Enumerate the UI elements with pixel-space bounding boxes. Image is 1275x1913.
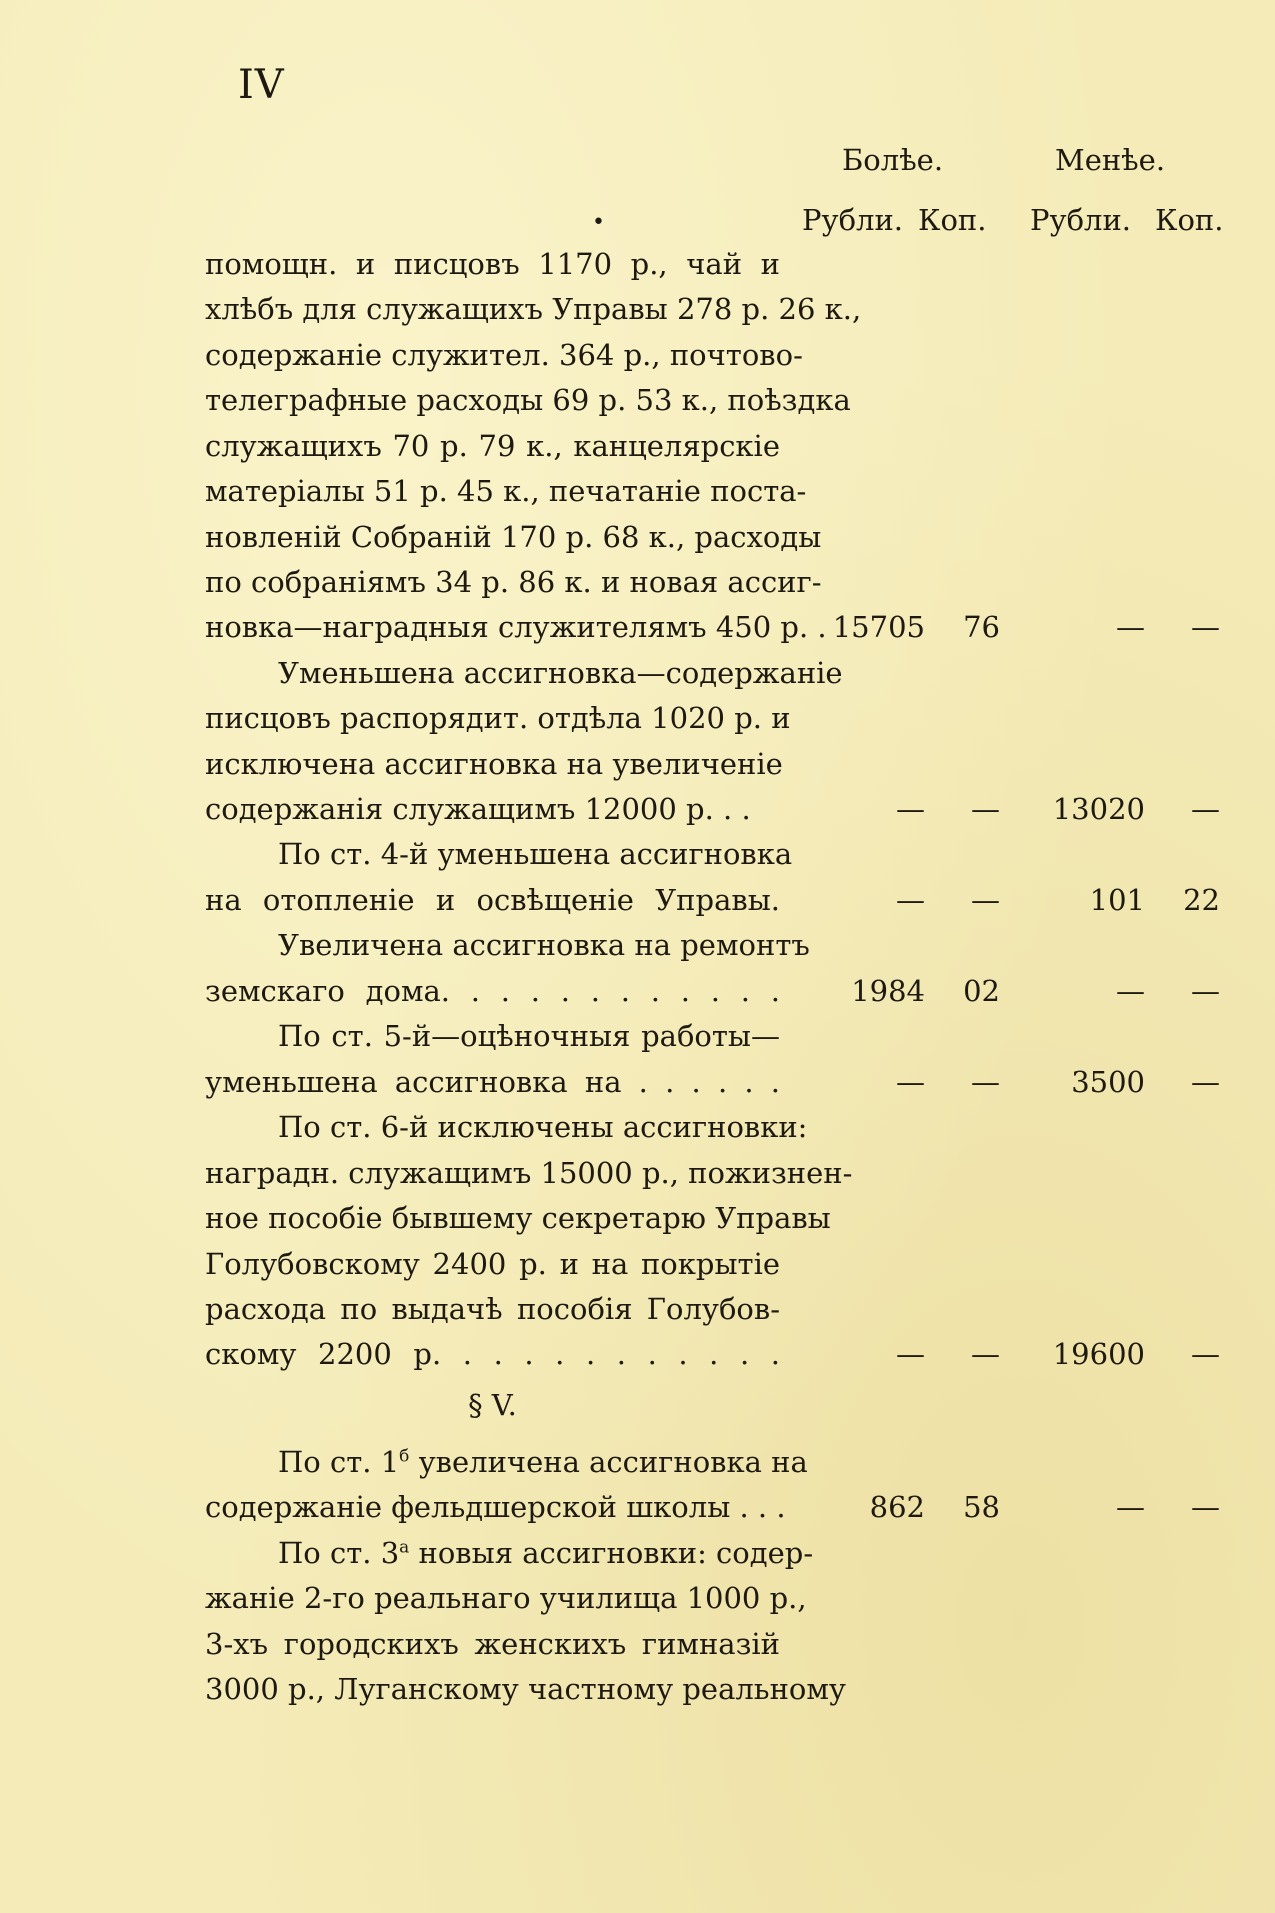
- amount-more-kopecks: 58: [963, 1490, 1000, 1524]
- amount-less-rubles: 19600: [1052, 1337, 1145, 1371]
- text-line: жаніе 2-го реальнаго училища 1000 р.,: [205, 1581, 807, 1615]
- amount-more-rubles: 1984: [851, 974, 925, 1008]
- amount-more-kopecks: 02: [963, 974, 1000, 1008]
- text-line: исключена ассигновка на увеличеніе: [205, 747, 783, 781]
- text-line: Голубовскому 2400 р. и на покрытіе: [205, 1247, 780, 1281]
- amount-more-kopecks: —: [971, 1337, 1000, 1371]
- text-line: ное пособіе бывшему секретарю Управы: [205, 1201, 831, 1235]
- amount-more-rubles: —: [896, 792, 925, 826]
- text-line: уменьшена ассигновка на . . . . . .: [205, 1065, 780, 1099]
- text-line: служащихъ 70 р. 79 к., канцелярскіе: [205, 429, 780, 463]
- text-line: По ст. 6-й исключены ассигновки:: [278, 1110, 808, 1144]
- text-line: на отопленіе и освѣщеніе Управы.: [205, 883, 780, 917]
- amount-less-kopecks: —: [1191, 610, 1220, 644]
- amount-more-kopecks: —: [971, 883, 1000, 917]
- amount-less-kopecks: —: [1191, 792, 1220, 826]
- amount-more-rubles: —: [896, 883, 925, 917]
- text-line: содержанія служащимъ 12000 р. . .: [205, 792, 751, 826]
- text-line: расхода по выдачѣ пособія Голубов-: [205, 1292, 780, 1326]
- header-kopecks-more: Коп.: [918, 203, 987, 237]
- amount-more-kopecks: —: [971, 1065, 1000, 1099]
- text-line: телеграфные расходы 69 р. 53 к., поѣздка: [205, 383, 851, 417]
- text-line: Уменьшена ассигновка—содержаніе: [278, 656, 843, 690]
- header-more: Болѣе.: [842, 143, 944, 177]
- amount-less-rubles: —: [1116, 610, 1145, 644]
- text-line: хлѣбъ для служащихъ Управы 278 р. 26 к.,: [205, 292, 862, 326]
- text-line: новка—наградныя служителямъ 450 р. .: [205, 610, 827, 644]
- amount-more-rubles: 15705: [832, 610, 925, 644]
- text-line: По ст. 4-й уменьшена ассигновка: [278, 837, 793, 871]
- superscript: а: [399, 1537, 410, 1558]
- text-fragment: увеличена ассигновка на: [409, 1445, 808, 1479]
- text-line: земскаго дома. . . . . . . . . . . .: [205, 974, 780, 1008]
- amount-more-rubles: —: [896, 1337, 925, 1371]
- header-rubles-less: Рубли.: [1030, 203, 1132, 237]
- section-heading: § V.: [468, 1388, 517, 1422]
- amount-less-rubles: —: [1116, 974, 1145, 1008]
- text-line: помощн. и писцовъ 1170 р., чай и: [205, 247, 780, 281]
- amount-less-kopecks: —: [1191, 974, 1220, 1008]
- amount-less-kopecks: —: [1191, 1065, 1220, 1099]
- text-line: новленій Собраній 170 р. 68 к., расходы: [205, 520, 822, 554]
- amount-less-rubles: 3500: [1071, 1065, 1145, 1099]
- header-kopecks-less: Коп.: [1155, 203, 1224, 237]
- text-fragment: По ст. 3: [278, 1536, 400, 1570]
- text-line: По ст. 5-й—оцѣночныя работы—: [278, 1019, 780, 1053]
- text-line: 3-хъ городскихъ женскихъ гимназій: [205, 1627, 780, 1661]
- text-line: содержаніе служител. 364 р., почтово-: [205, 338, 803, 372]
- text-line: писцовъ распорядит. отдѣла 1020 р. и: [205, 701, 791, 735]
- amount-less-kopecks: —: [1191, 1490, 1220, 1524]
- text-fragment: По ст. 1: [278, 1445, 400, 1479]
- amount-less-rubles: —: [1116, 1490, 1145, 1524]
- amount-less-rubles: 101: [1089, 883, 1145, 917]
- text-line: наградн. служащимъ 15000 р., пожизнен-: [205, 1156, 853, 1190]
- amount-more-rubles: —: [896, 1065, 925, 1099]
- amount-more-kopecks: 76: [963, 610, 1000, 644]
- amount-more-rubles: 862: [869, 1490, 925, 1524]
- text-line: по собраніямъ 34 р. 86 к. и новая ассиг-: [205, 565, 822, 599]
- text-line: матеріалы 51 р. 45 к., печатаніе поста-: [205, 474, 807, 508]
- text-line: [278, 1531, 814, 1576]
- text-line: Увеличена ассигновка на ремонтъ: [278, 928, 810, 962]
- stray-dot: •: [592, 210, 605, 235]
- header-less: Менѣе.: [1055, 143, 1166, 177]
- superscript: б: [399, 1446, 410, 1467]
- amount-less-kopecks: —: [1191, 1337, 1220, 1371]
- amount-less-rubles: 13020: [1052, 792, 1145, 826]
- page-number: IV: [238, 62, 285, 108]
- text-line: 3000 р., Луганскому частному реальному: [205, 1672, 846, 1706]
- text-line: скому 2200 р. . . . . . . . . . . .: [205, 1337, 780, 1371]
- text-fragment: новыя ассигновки: содер-: [409, 1536, 814, 1570]
- text-line: [278, 1440, 808, 1485]
- header-rubles-more: Рубли.: [802, 203, 904, 237]
- text-line: содержаніе фельдшерской школы . . .: [205, 1490, 786, 1524]
- amount-less-kopecks: 22: [1183, 883, 1220, 917]
- amount-more-kopecks: —: [971, 792, 1000, 826]
